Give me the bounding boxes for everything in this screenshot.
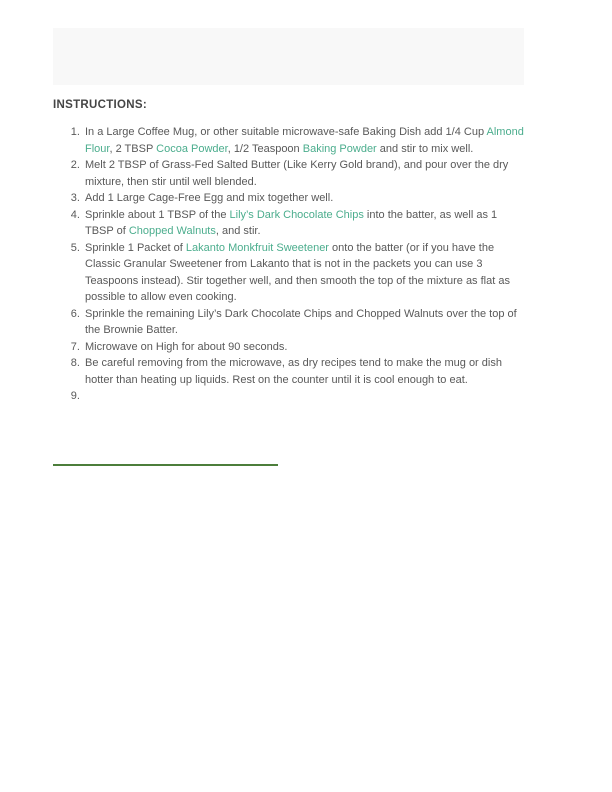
- instruction-step: [83, 157, 524, 190]
- recipe-instructions-section: [53, 99, 524, 405]
- instruction-step: [83, 355, 524, 388]
- section-divider-rule: [53, 464, 278, 466]
- header-image-placeholder: [53, 28, 524, 85]
- instruction-step: [83, 306, 524, 339]
- ingredient-link[interactable]: Lily’s Dark Chocolate Chips: [229, 208, 364, 221]
- instruction-step: [83, 388, 524, 405]
- instruction-step: [83, 124, 524, 157]
- ingredient-link[interactable]: Chopped Walnuts: [128, 225, 216, 237]
- step-text: , 2 TBSP: [109, 142, 157, 155]
- step-text: Sprinkle about 1 TBSP of the: [85, 208, 230, 221]
- step-text: Add 1 Large Cage-Free Egg and mix together well.: [85, 192, 334, 204]
- ingredient-link[interactable]: Almond Flour: [85, 126, 524, 155]
- instruction-step: [83, 190, 524, 207]
- step-text: Sprinkle the remaining Lily’s Dark Chocolate Chips and Chopped Walnuts over the top of the Brownie Batter.: [85, 307, 517, 336]
- step-text: Melt 2 TBSP of Grass-Fed Salted Butter (Like Kerry Gold brand), and pour over the dry mixture, then stir until well blended.: [85, 159, 509, 188]
- step-text: , 1/2 Teaspoon: [227, 142, 303, 155]
- step-text: Microwave on High for about 90 seconds.: [85, 340, 288, 353]
- instructions-list: [53, 124, 524, 405]
- step-text: and stir to mix well.: [376, 142, 474, 155]
- ingredient-link[interactable]: Lakanto Monkfruit Sweetener: [185, 241, 329, 254]
- ingredient-link[interactable]: Cocoa Powder: [156, 142, 228, 155]
- step-text: into the batter, as well as 1 TBSP of: [85, 208, 498, 237]
- instruction-step: [83, 339, 524, 356]
- step-text: Sprinkle 1 Packet of: [85, 241, 186, 254]
- instruction-step: [83, 240, 524, 306]
- instruction-step: [83, 207, 524, 240]
- step-text: , and stir.: [215, 225, 261, 237]
- step-text: onto the batter (or if you have the Classic Granular Sweetener from Lakanto that is not in the packets you can use 3 Teaspoons instead). Stir together well, and then smooth the top of the mixture as flat as possible to allow even cooking.: [85, 241, 510, 303]
- ingredient-link[interactable]: Baking Powder: [302, 142, 377, 155]
- step-text: In a Large Coffee Mug, or other suitable microwave-safe Baking Dish add 1/4 Cup: [85, 126, 487, 138]
- step-text: Be careful removing from the microwave, as dry recipes tend to make the mug or dish hotter than heating up liquids. Rest on the counter until it is cool enough to eat.: [85, 357, 502, 386]
- instructions-heading: INSTRUCTIONS:: [53, 99, 147, 111]
